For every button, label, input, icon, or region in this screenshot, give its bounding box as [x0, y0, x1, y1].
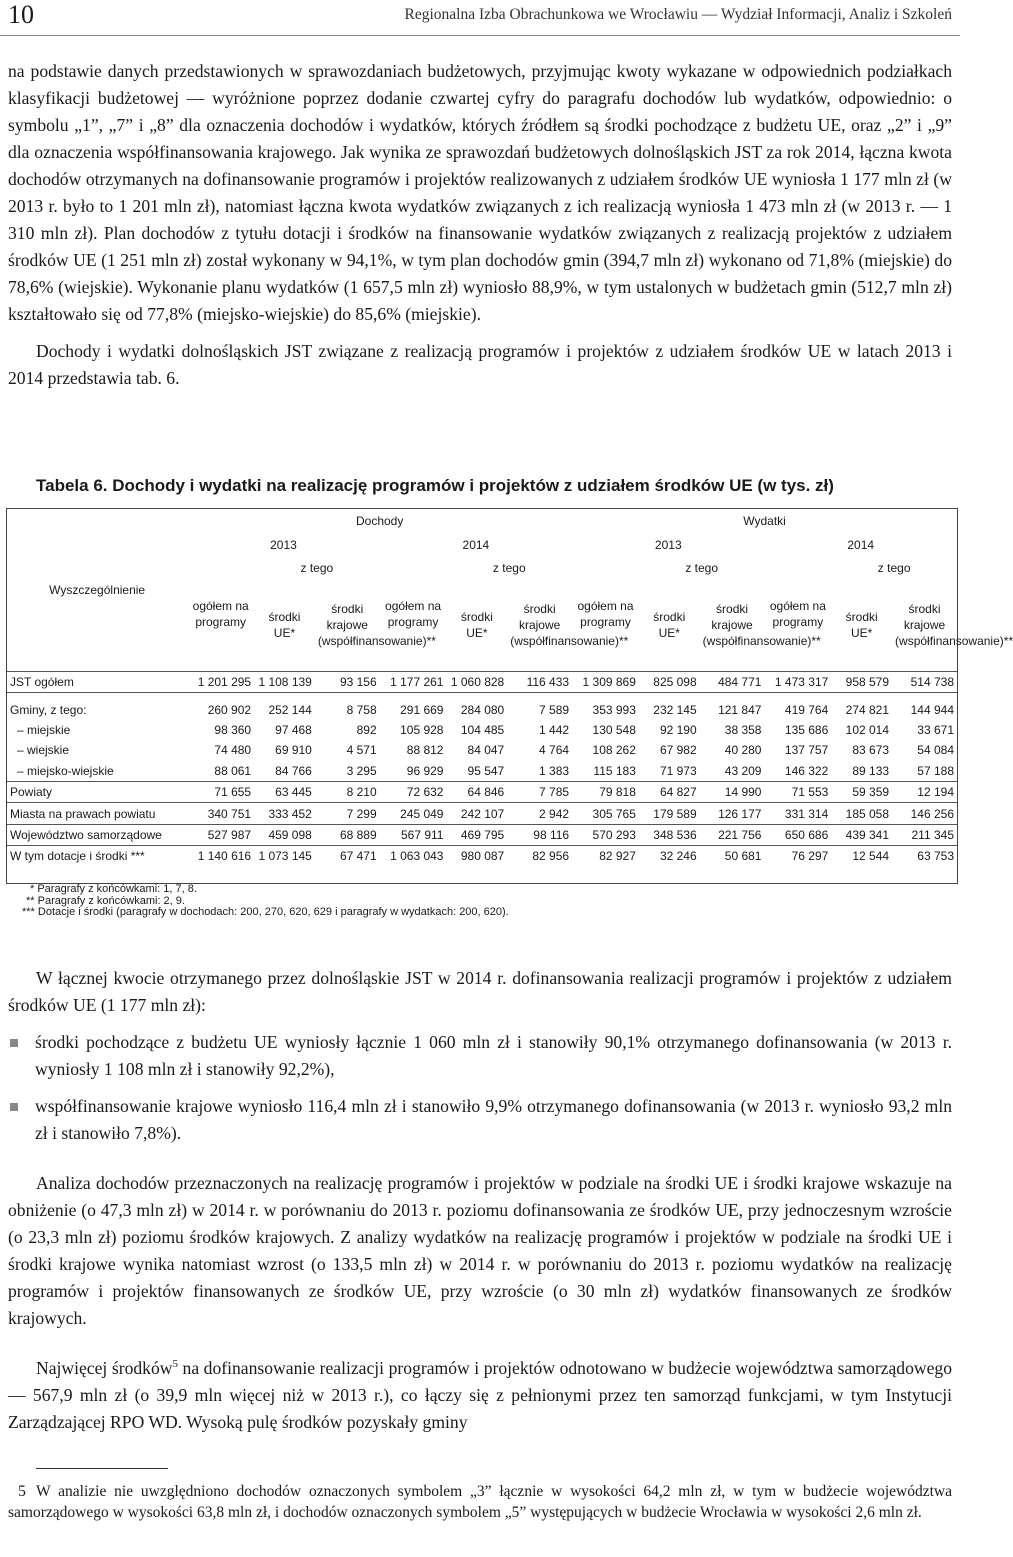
table-cell: 88 812 [406, 743, 444, 758]
table-cell: 7 299 [315, 803, 380, 824]
table-cell: 333 452 [254, 803, 315, 824]
col-header-z-tego: z tego [877, 561, 911, 575]
table-row [7, 781, 957, 802]
table-cell: 97 468 [275, 722, 312, 737]
table-cell: 650 686 [764, 824, 831, 845]
col-header-ogolem: ogółem na programy [577, 599, 634, 629]
table-cell: 71 973 [659, 763, 697, 778]
table-cell: 84 766 [275, 763, 312, 778]
table-cell: 274 821 [845, 702, 890, 717]
paragraph-5 [8, 1355, 952, 1436]
table-cell: 33 671 [917, 722, 954, 737]
table-cell: 1 140 616 [187, 846, 254, 867]
col-header-z-tego: z tego [492, 561, 526, 575]
table-cell: 439 341 [831, 824, 892, 845]
table-cell: 104 485 [460, 722, 505, 737]
row-label: Gminy, z tego: [10, 702, 87, 717]
table-cell: 252 144 [268, 702, 312, 717]
body-text-bottom [8, 965, 952, 1436]
table-cell: 115 183 [593, 763, 636, 778]
col-header-ue: środki UE* [460, 610, 493, 640]
table-cell: 71 655 [187, 781, 254, 802]
table-cell: 137 757 [784, 743, 829, 758]
table-cell: 3 295 [346, 763, 377, 778]
table-title: Tabela 6. Dochody i wydatki na realizację programów i projektów z udziałem środków UE (w tys. zł) [36, 476, 834, 495]
table-cell: 4 571 [346, 743, 377, 758]
table-cell: 7 589 [539, 702, 570, 717]
col-header-ogolem: ogółem na programy [769, 599, 826, 629]
footnote-dotacje: *** Dotacje i środki (paragrafy w dochodach: 200, 270, 620, 629 i paragrafy w wydatkach: 200, 620). [22, 906, 509, 918]
table-cell: 82 956 [507, 846, 572, 867]
table-cell: 242 107 [446, 803, 507, 824]
table-cell: 980 087 [446, 846, 507, 867]
table-cell: 8 210 [315, 781, 380, 802]
table-cell: 211 345 [892, 824, 957, 845]
paragraph-1: na podstawie danych przedstawionych w sprawozdaniach budżetowych, przyjmując kwoty wykazane w odpowiednich podziałkach klasyfikacji budżetowej — wyróżnione poprzez dodanie czwartej cyfry do paragrafu dochodów lub wydatków, odpowiednio: o symbolu „1”, „7” i „8” dla oznaczenia dochodów i wydatków, których źródłem są środki pochodzące z budżetu UE, oraz „2” i „9” dla oznaczenia współfinansowania krajowego. Jak wynika ze sprawozdań budżetowych dolnośląskich JST za rok 2014, łączna kwota dochodów otrzymanych na dofinansowanie programów i projektów realizowanych z udziałem środków UE wyniosła 1 177 mln zł (w 2013 r. było to 1 201 mln zł), natomiast łączna kwota wydatków związanych z ich realizacją wyniosła 1 473 mln zł (w 2013 r. — 1 310 mln zł). Plan dochodów z tytułu dotacji i środków na finansowanie wydatków związanych z realizacją projektów z udziałem środków UE (1 251 mln zł) został wykonany w 94,1%, w tym plan dochodów gmin (394,7 mln zł) wykonano od 71,8% (miejskie) do 78,6% (wiejskie). Wykonanie planu wydatków (1 657,5 mln zł) wyniosło 88,9%, w tym ustalonych w budżetach gmin (512,7 mln zł) kształtowało się od 77,8% (miejsko-wiejskie) do 85,6% (miejskie). [8, 61, 952, 324]
table-cell: 958 579 [831, 672, 892, 693]
table-row [7, 824, 957, 845]
bullet-list [8, 1029, 952, 1147]
table-cell: 57 188 [917, 763, 954, 778]
row-label: Powiaty [7, 781, 187, 802]
table-cell: 93 156 [315, 672, 380, 693]
col-header-ue: środki UE* [845, 610, 878, 640]
table-cell: 102 014 [845, 722, 890, 737]
table-cell: 69 910 [275, 743, 312, 758]
year-header: 2014 [462, 538, 490, 552]
row-label: Województwo samorządowe [7, 824, 187, 845]
table-cell: 245 049 [380, 803, 447, 824]
table-cell: 825 098 [639, 672, 700, 693]
col-header-krajowe: środki krajowe (współfinansowanie)** [510, 602, 629, 648]
footnote-ue: * Paragrafy z końcówkami: 1, 7, 8. [30, 883, 197, 895]
table-cell: 116 433 [507, 672, 572, 693]
table-cell: 68 889 [315, 824, 380, 845]
table-cell: 1 108 139 [254, 672, 315, 693]
table-cell: 98 360 [214, 722, 252, 737]
table-cell: 82 927 [572, 846, 639, 867]
table-cell: 12 544 [831, 846, 892, 867]
table-cell: 469 795 [446, 824, 507, 845]
paragraph-5-end: na dofinansowanie realizacji programów i projektów odnotowano w budżecie województwa samorządowego — 567,9 mln zł (o 39,9 mln więcej niż w 2013 r.), co łączy się z pełnionymi przez ten samorząd funkcjami, w tym Instytucji Zarządzającej RPO WD. Wysoką pulę środków pozyskały gminy [8, 1358, 952, 1432]
row-label: Miasta na prawach powiatu [7, 803, 187, 824]
body-text-top [8, 58, 952, 392]
table-cell: 72 632 [380, 781, 447, 802]
running-title: Regionalna Izba Obrachunkowa we Wrocławiu — Wydział Informacji, Analiz i Szkoleń [404, 6, 952, 23]
footnote-ref-5: 5 [172, 1358, 178, 1371]
table-footnotes [22, 884, 509, 919]
table-cell: 348 536 [639, 824, 700, 845]
footnote-krajowe: ** Paragrafy z końcówkami: 2, 9. [26, 894, 185, 907]
table-cell: 1 073 145 [254, 846, 315, 867]
table-cell: 96 929 [406, 763, 444, 778]
page-footnote [8, 1481, 952, 1523]
table-cell: 98 116 [507, 824, 572, 845]
group-wydatki: Wydatki [743, 514, 786, 528]
table-cell: 260 902 [207, 702, 252, 717]
table-cell: 67 471 [315, 846, 380, 867]
table-cell: 179 589 [639, 803, 700, 824]
group-dochody: Dochody [355, 514, 404, 528]
row-label: – miejskie [17, 722, 71, 737]
year-header: 2014 [847, 538, 875, 552]
table-cell: 64 846 [446, 781, 507, 802]
paragraph-5-start: Najwięcej środków [36, 1358, 173, 1378]
table-row [7, 740, 957, 760]
col-header-ue: środki UE* [268, 610, 301, 640]
table-cell: 4 764 [539, 743, 570, 758]
year-header: 2013 [654, 538, 682, 552]
table-cell: 1 177 261 [380, 672, 447, 693]
table-cell: 63 445 [254, 781, 315, 802]
table-cell: 567 911 [380, 824, 447, 845]
footnote-number: 5 [18, 1483, 26, 1500]
table-cell: 130 548 [592, 722, 636, 737]
table-cell: 64 827 [639, 781, 700, 802]
table-row [7, 803, 957, 824]
page-number: 10 [8, 0, 34, 29]
paragraph-4: Analiza dochodów przeznaczonych na realizację programów i projektów w podziale na środki UE i środki krajowe wskazuje na obniżenie (o 47,3 mln zł) w 2014 r. w porównaniu do 2013 r. poziomu dofinansowania ze środków UE, przy jednoczesnym wzroście (o 23,3 mln zł) poziomu środków krajowych. Z analizy wydatków na realizację programów i projektów w podziale na środki UE i środki krajowe wynika natomiast wzrost (o 133,5 mln zł) w 2014 r. w porównaniu do 2013 r. poziomu wydatków na realizację programów i projektów finansowanych ze środków UE, przy wzroście (o 30 mln zł) wydatków finansowanych ze środków krajowych. [8, 1173, 952, 1328]
table-cell: 144 944 [910, 702, 954, 717]
table-cell: 126 177 [700, 803, 765, 824]
table-cell: 484 771 [700, 672, 765, 693]
table-cell: 108 262 [592, 743, 636, 758]
table-cell: 1 383 [539, 763, 570, 778]
table-cell: 71 553 [764, 781, 831, 802]
table-cell: 88 061 [214, 763, 252, 778]
footnote-divider [36, 1468, 168, 1469]
table-cell: 12 194 [892, 781, 957, 802]
bullet-item: współfinansowanie krajowe wyniosło 116,4 mln zł i stanowiło 9,9% otrzymanego dofinansowania (w 2013 r. wyniosło 93,2 mln zł i stanowiło 7,8%). [8, 1093, 952, 1147]
table-cell: 291 669 [400, 702, 444, 717]
table-cell: 63 753 [892, 846, 957, 867]
table-cell: 83 673 [852, 743, 890, 758]
table-cell: 514 738 [892, 672, 957, 693]
row-label: – miejsko-wiejskie [17, 763, 114, 778]
col-header-krajowe: środki krajowe (współfinansowanie)** [702, 602, 821, 648]
col-header-krajowe: środki krajowe (współfinansowanie)** [895, 602, 1013, 648]
table-cell: 1 473 317 [764, 672, 831, 693]
table-cell: 43 209 [724, 763, 762, 778]
table-row [7, 699, 957, 719]
table-cell: 1 063 043 [380, 846, 447, 867]
table-cell: 146 256 [892, 803, 957, 824]
row-label: – wiejskie [17, 743, 70, 758]
page-header [0, 0, 960, 36]
col-header-ogolem: ogółem na programy [385, 599, 442, 629]
table-cell: 50 681 [700, 846, 765, 867]
table-cell: 8 758 [346, 702, 377, 717]
table-cell: 331 314 [764, 803, 831, 824]
paragraph-3: W łącznej kwocie otrzymanego przez dolnośląskie JST w 2014 r. dofinansowania realizacji programów i projektów z udziałem środków UE (1 177 mln zł): [8, 968, 952, 1015]
data-table [6, 508, 1013, 884]
table-cell: 32 246 [639, 846, 700, 867]
table-cell: 135 686 [784, 722, 829, 737]
table-cell: 89 133 [852, 763, 890, 778]
row-label: JST ogółem [7, 672, 187, 693]
col-header-z-tego: z tego [685, 561, 719, 575]
table-cell: 305 765 [572, 803, 639, 824]
table-cell: 84 047 [467, 743, 505, 758]
table-cell: 2 942 [507, 803, 572, 824]
table-cell: 284 080 [460, 702, 505, 717]
table-cell: 59 359 [831, 781, 892, 802]
col-header-ue: środki UE* [653, 610, 686, 640]
table-cell: 459 098 [254, 824, 315, 845]
footnote-text: W analizie nie uwzględniono dochodów oznaczonych symbolem „3” łącznie w wysokości 64,2 mln zł, w tym w budżecie województwa samorządowego w wysokości 63,8 mln zł, i dochodów oznaczonych symbolem „5” występujących w budżecie Wrocławia w wysokości 2,6 mln zł. [8, 1483, 952, 1521]
table-cell: 7 785 [507, 781, 572, 802]
table-row [7, 761, 957, 782]
table-cell: 121 847 [718, 702, 762, 717]
col-header-z-tego: z tego [300, 561, 334, 575]
table-cell: 92 190 [659, 722, 697, 737]
header-divider [0, 35, 960, 36]
table-cell: 95 547 [467, 763, 505, 778]
paragraph-2: Dochody i wydatki dolnośląskich JST związane z realizacją programów i projektów z udziałem środków UE w latach 2013 i 2014 przedstawia tab. 6. [8, 341, 952, 388]
table-cell: 527 987 [187, 824, 254, 845]
table-cell: 14 990 [700, 781, 765, 802]
table-cell: 221 756 [700, 824, 765, 845]
table-cell: 1 442 [539, 722, 570, 737]
table-cell: 1 309 869 [572, 672, 639, 693]
year-header: 2013 [270, 538, 297, 552]
table-cell: 340 751 [187, 803, 254, 824]
table-cell: 105 928 [400, 722, 444, 737]
table-cell: 79 818 [572, 781, 639, 802]
table-cell: 570 293 [572, 824, 639, 845]
table-row [7, 720, 957, 740]
col-header-ogolem: ogółem na programy [192, 599, 249, 629]
table-cell: 67 982 [659, 743, 697, 758]
table-cell: 232 145 [653, 702, 697, 717]
table-cell: 76 297 [764, 846, 831, 867]
table-cell: 38 358 [724, 722, 762, 737]
table-cell: 185 058 [831, 803, 892, 824]
row-header-label: Wyszczególnienie [49, 583, 146, 597]
table-row [7, 672, 957, 693]
table-cell: 40 280 [724, 743, 762, 758]
table-cell: 892 [356, 722, 377, 737]
table-cell: 146 322 [784, 763, 829, 778]
table-cell: 419 764 [784, 702, 829, 717]
col-header-krajowe: środki krajowe (współfinansowanie)** [317, 602, 436, 648]
table-cell: 74 480 [214, 743, 252, 758]
table-cell: 1 060 828 [446, 672, 507, 693]
table-cell: 1 201 295 [187, 672, 254, 693]
table-cell: 54 084 [917, 743, 954, 758]
row-label: W tym dotacje i środki *** [7, 846, 187, 867]
table-cell: 353 993 [592, 702, 636, 717]
table-row [7, 846, 957, 867]
bullet-item: środki pochodzące z budżetu UE wyniosły łącznie 1 060 mln zł i stanowiły 90,1% otrzymanego dofinansowania (w 2013 r. wyniosły 1 108 mln zł i stanowiły 92,2%), [8, 1029, 952, 1083]
